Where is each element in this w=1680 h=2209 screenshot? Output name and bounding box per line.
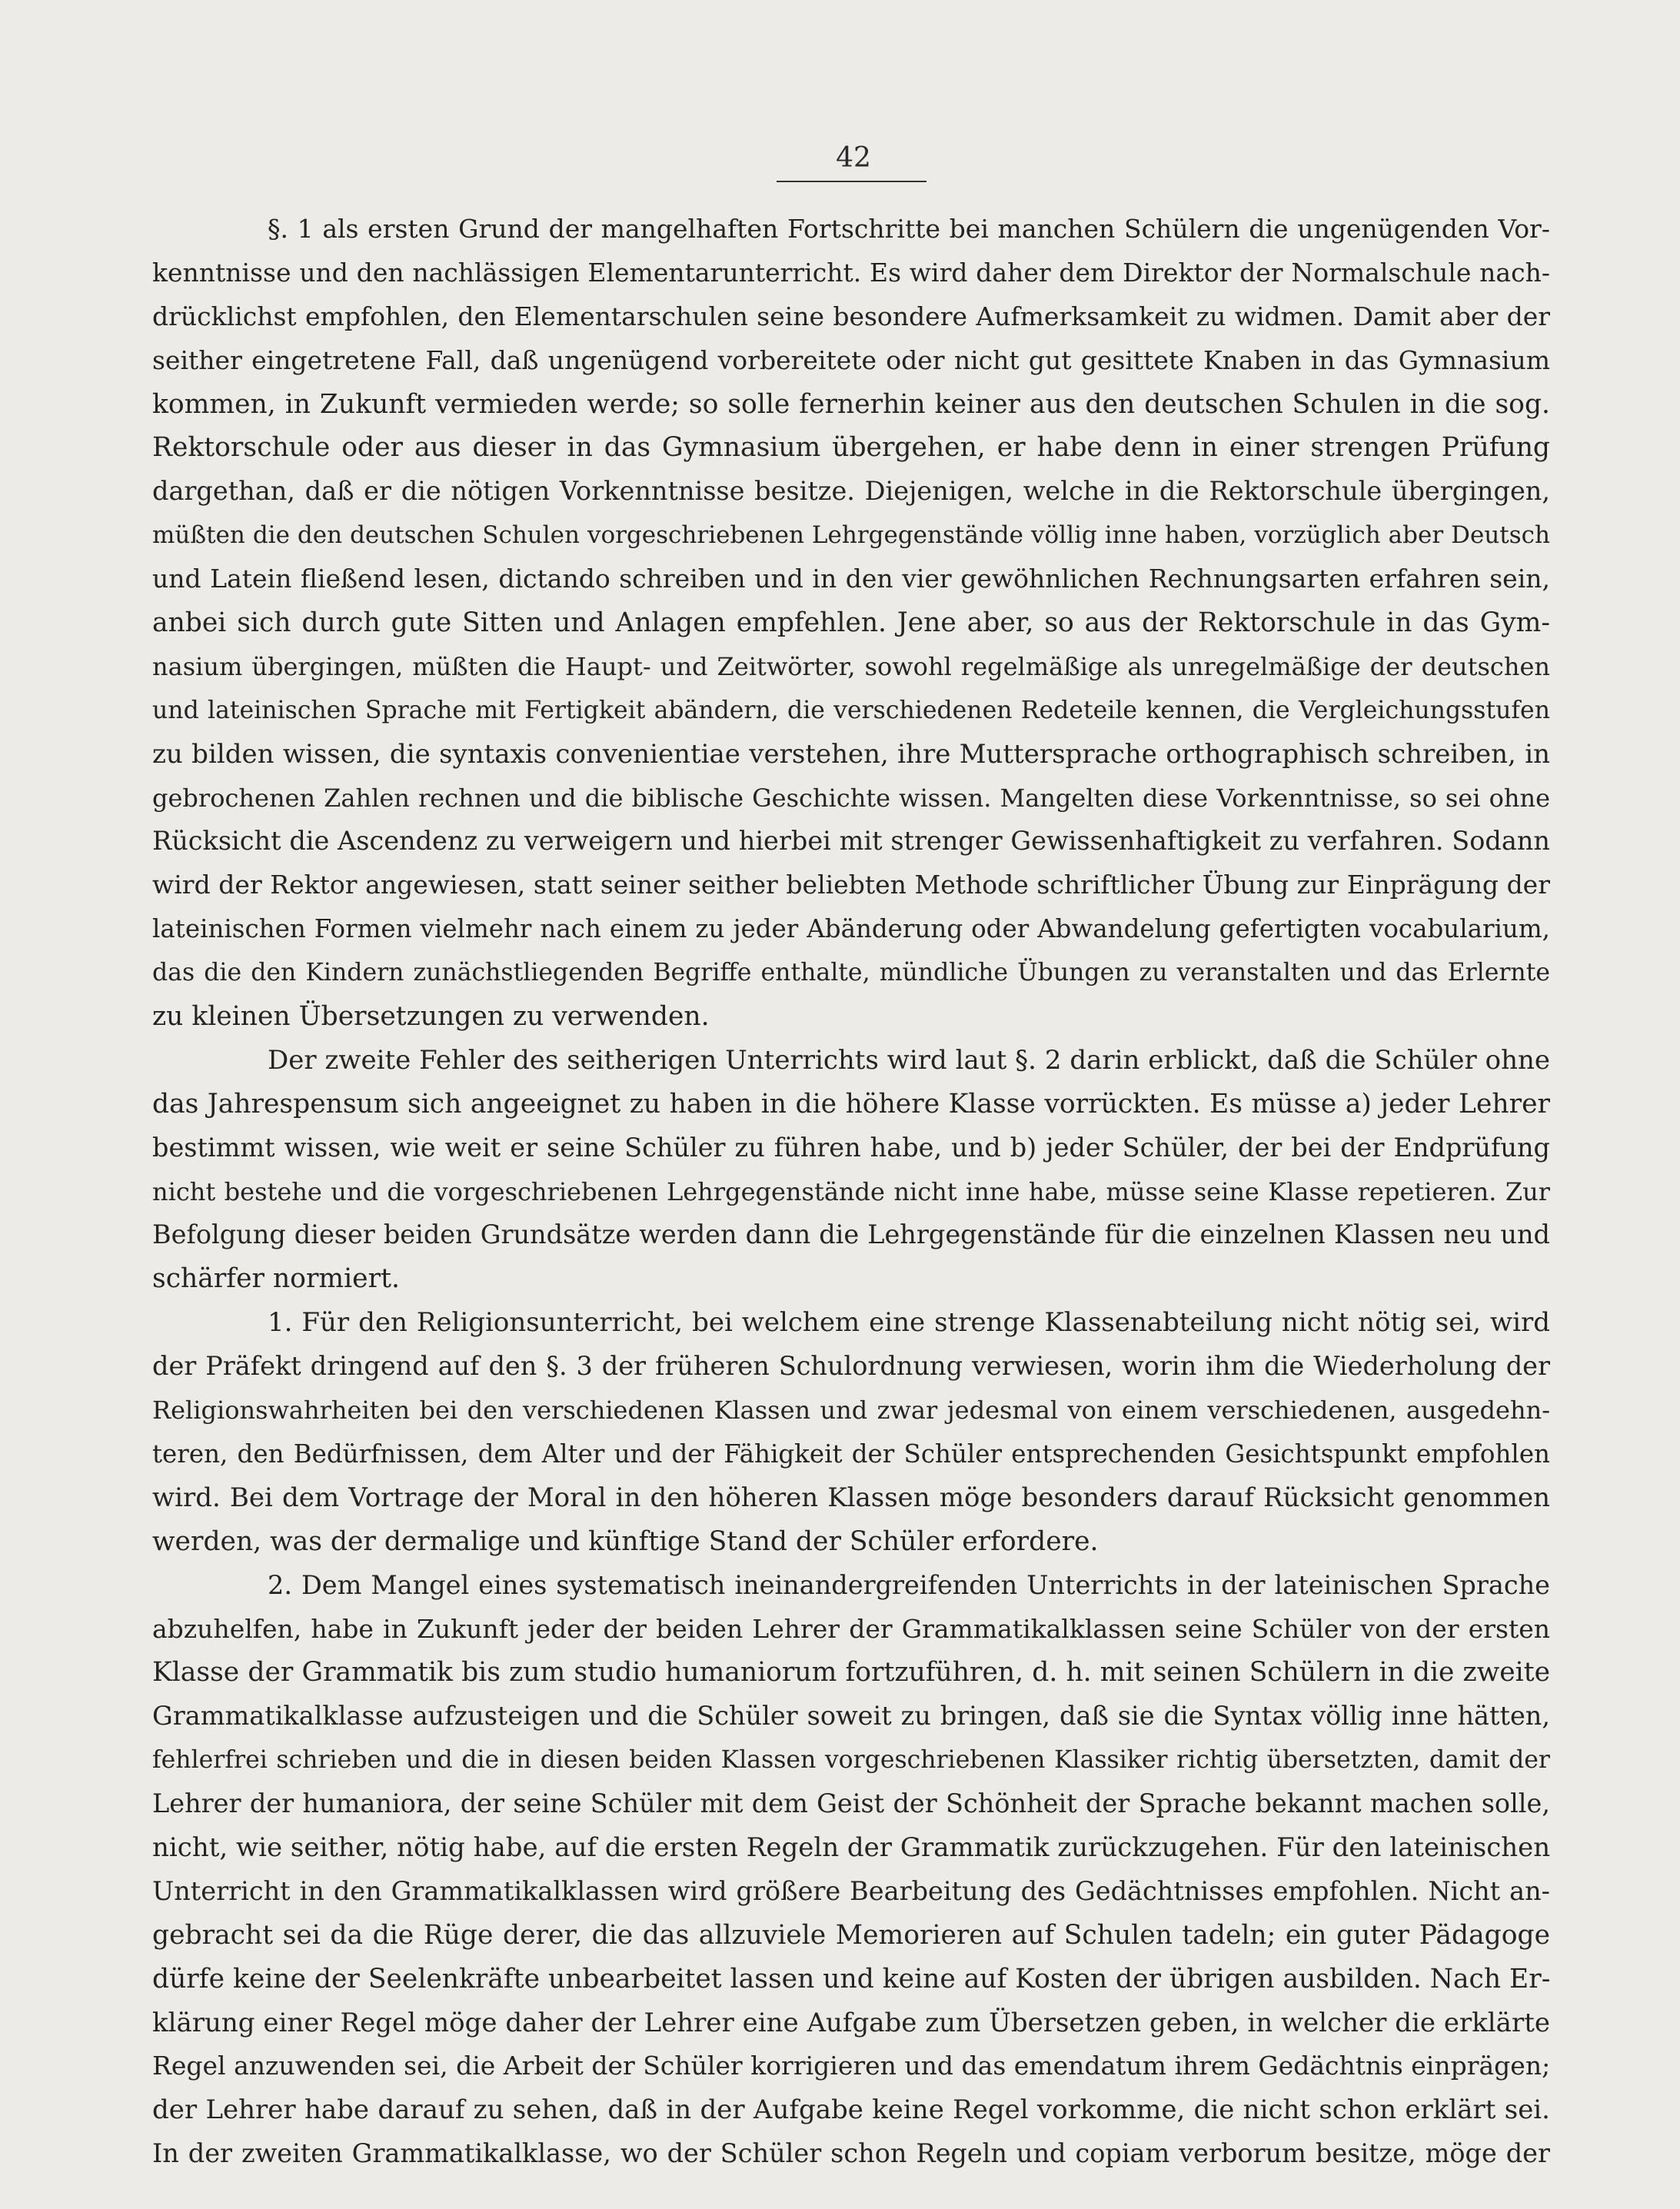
text-line: 2. Dem Mangel eines systematisch ineinandergreifenden Unterrichts in der lateinischen Sprache [268, 1569, 1550, 1600]
text-line: kenntnisse und den nachlässigen Elementarunterricht. Es wird daher dem Direktor der Normalschule nach- [152, 257, 1550, 288]
text-line: und Latein fließend lesen, dictando schreiben und in den vier gewöhnlichen Rechnungsarten erfahren sein, [152, 564, 1550, 594]
text-line: Rücksicht die Ascendenz zu verweigern und hierbei mit strenger Gewissenhaftigkeit zu verfahren. Sodann [152, 826, 1550, 857]
text-line: werden, was der dermalige und künftige Stand der Schüler erfordere. [152, 1525, 1099, 1557]
text-line: Der zweite Fehler des seitherigen Unterrichts wird laut §. 2 darin erblickt, daß die Schüler ohne [268, 1044, 1550, 1076]
text-line: In der zweiten Grammatikalklasse, wo der Schüler schon Regeln und copiam verborum besitze, möge der [152, 2138, 1550, 2169]
page-number-rule [777, 181, 926, 182]
text-line: dargethan, daß er die nötigen Vorkenntnisse besitze. Diejenigen, welche in die Rektorschule übergingen, [152, 476, 1550, 507]
text-line: Befolgung dieser beiden Grundsätze werden dann die Lehrgegenstände für die einzelnen Klassen neu und [152, 1219, 1550, 1250]
text-line: Regel anzuwenden sei, die Arbeit der Schüler korrigieren und das emendatum ihrem Gedächtnis einprägen; [152, 2051, 1550, 2081]
text-line: müßten die den deutschen Schulen vorgeschriebenen Lehrgegenstände völlig inne haben, vorzüglich aber Deutsch [152, 521, 1550, 550]
text-line: nasium übergingen, müßten die Haupt- und Zeitwörter, sowohl regelmäßige als unregelmäßige der deutschen [152, 651, 1550, 681]
text-line: 1. Für den Religionsunterricht, bei welchem eine strenge Klassenabteilung nicht nötig sei, wird [268, 1307, 1550, 1339]
text-line: abzuhelfen, habe in Zukunft jeder der beiden Lehrer der Grammatikalklassen seine Schüler von der ersten [152, 1613, 1550, 1644]
page-number: 42 [836, 142, 871, 174]
text-line: gebracht sei da die Rüge derer, die das allzuviele Memorieren auf Schulen tadeln; ein guter Pädagoge [152, 1919, 1550, 1951]
text-line: dürfe keine der Seelenkräfte unbearbeitet lassen und keine auf Kosten der übrigen ausbilden. Nach Er- [152, 1963, 1550, 1994]
text-line: wird. Bei dem Vortrage der Moral in den höheren Klassen möge besonders darauf Rücksicht genommen [152, 1482, 1550, 1513]
text-line: fehlerfrei schrieben und die in diesen beiden Klassen vorgeschriebenen Klassiker richtig übersetzten, damit der [152, 1746, 1550, 1775]
text-line: Lehrer der humaniora, der seine Schüler mit dem Geist der Schönheit der Sprache bekannt machen solle, [152, 1788, 1550, 1819]
text-line: gebrochenen Zahlen rechnen und die biblische Geschichte wissen. Mangelten diese Vorkenntnisse, so sei ohne [152, 783, 1550, 813]
text-line: drücklichst empfohlen, den Elementarschulen seine besondere Aufmerksamkeit zu widmen. Damit aber der [152, 301, 1550, 331]
text-line: schärfer normiert. [152, 1263, 400, 1295]
text-line: zu kleinen Übersetzungen zu verwenden. [152, 1001, 710, 1033]
text-line: und lateinischen Sprache mit Fertigkeit abändern, die verschiedenen Redeteile kennen, die Vergleichungsstufen [152, 696, 1550, 724]
text-line: das Jahrespensum sich angeeignet zu haben in die höhere Klasse vorrückten. Es müsse a) jeder Lehrer [152, 1088, 1550, 1119]
text-line: nicht, wie seither, nötig habe, auf die ersten Regeln der Grammatik zurückzugehen. Für den lateinischen [152, 1831, 1550, 1863]
text-line: Religionswahrheiten bei den verschiedenen Klassen und zwar jedesmal von einem verschiedenen, ausgedehn- [152, 1396, 1550, 1426]
text-line: klärung einer Regel möge daher der Lehrer eine Aufgabe zum Übersetzen geben, in welcher die erklärte [152, 2007, 1550, 2038]
text-line: nicht bestehe und die vorgeschriebenen Lehrgegenstände nicht inne habe, müsse seine Klasse repetieren. Zur [152, 1176, 1550, 1206]
text-line: Unterricht in den Grammatikalklassen wird größere Bearbeitung des Gedächtnisses empfohlen. Nicht an- [152, 1875, 1550, 1906]
text-line: bestimmt wissen, wie weit er seine Schüler zu führen habe, und b) jeder Schüler, der bei der Endprüfung [152, 1132, 1550, 1163]
text-line: Grammatikalklasse aufzusteigen und die Schüler soweit zu bringen, daß sie die Syntax völlig inne hätten, [152, 1701, 1550, 1732]
text-line: teren, den Bedürfnissen, dem Alter und der Fähigkeit der Schüler entsprechenden Gesichtspunkt empfohlen [152, 1439, 1550, 1469]
text-line: das die den Kindern zunächstliegenden Begriffe enthalte, mündliche Übungen zu veranstalten und das Erlernte [152, 959, 1550, 987]
body-text [152, 208, 1550, 2176]
text-line: wird der Rektor angewiesen, statt seiner seither beliebten Methode schriftlicher Übung zur Einprägung der [152, 870, 1550, 900]
text-line: Klasse der Grammatik bis zum studio humaniorum fortzuführen, d. h. mit seinen Schülern in die zweite [152, 1657, 1550, 1688]
text-line: kommen, in Zukunft vermieden werde; so solle fernerhin keiner aus den deutschen Schulen in die sog. [152, 388, 1550, 420]
text-line: lateinischen Formen vielmehr nach einem zu jeder Abänderung oder Abwandelung gefertigten vocabularium, [152, 914, 1550, 944]
text-line: §. 1 als ersten Grund der mangelhaften Fortschritte bei manchen Schülern die ungenügenden Vor- [268, 214, 1550, 244]
text-line: der Präfekt dringend auf den §. 3 der früheren Schulordnung verwiesen, worin ihm die Wiederholung der [152, 1351, 1550, 1382]
text-line: Rektorschule oder aus dieser in das Gymnasium übergehen, er habe denn in einer strengen Prüfung [152, 432, 1550, 464]
text-line: anbei sich durch gute Sitten und Anlagen empfehlen. Jene aber, so aus der Rektorschule in das Gym- [152, 607, 1550, 639]
text-line: der Lehrer habe darauf zu sehen, daß in der Aufgabe keine Regel vorkomme, die nicht schon erklärt sei. [152, 2094, 1550, 2126]
text-line: zu bilden wissen, die syntaxis convenientiae verstehen, ihre Muttersprache orthographisch schreiben, in [152, 738, 1550, 770]
text-line: seither eingetretene Fall, daß ungenügend vorbereitete oder nicht gut gesittete Knaben in das Gymnasium [152, 344, 1550, 375]
